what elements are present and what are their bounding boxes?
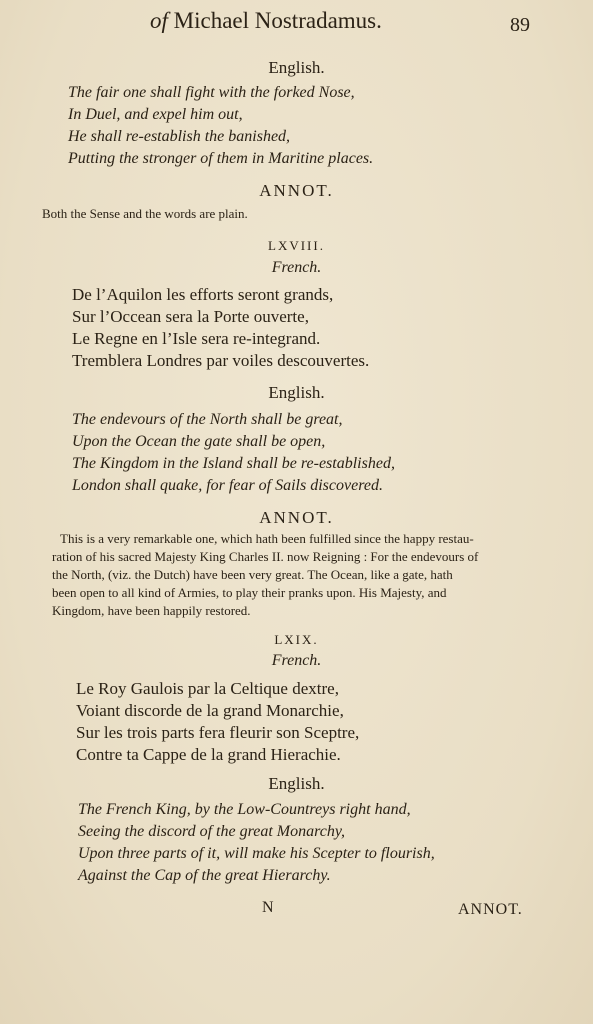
quatrain-number-lxviii: LXVIII. [268, 238, 325, 253]
verse-line: Against the Cap of the great Hierarchy. [78, 867, 331, 884]
annot-text-1: Both the Sense and the words are plain. [42, 206, 248, 221]
verse-line: He shall re-establish the banished, [68, 128, 291, 145]
french-verse-line: Le Roy Gaulois par la Celtique dextre, [76, 679, 339, 698]
quatrain-number-lxix: LXIX. [274, 632, 319, 647]
verse-line: In Duel, and expel him out, [68, 106, 243, 123]
french-verse-line: Le Regne en l’Isle sera re-integrand. [72, 329, 321, 348]
french-verse-line: Sur les trois parts fera fleurir son Sceptre, [76, 723, 360, 742]
signature-mark: N [262, 899, 274, 916]
verse-line: Upon the Ocean the gate shall be open, [72, 433, 326, 450]
annot-line: This is a very remarkable one, which hath been fulfilled since the happy restau- [60, 531, 474, 546]
verse-line: Seeing the discord of the great Monarchy, [78, 823, 346, 840]
running-head-title: Michael Nostradamus. [173, 8, 382, 33]
english-heading-1: English. [268, 58, 325, 77]
french-verse-line: Tremblera Londres par voiles descouvertes. [72, 351, 370, 370]
verse-line: London shall quake, for fear of Sails discovered. [72, 477, 383, 494]
english-heading-3: English. [268, 774, 325, 793]
french-heading-3: French. [271, 652, 322, 669]
running-head-of: of [150, 8, 168, 33]
annot-heading-1: ANNOT. [259, 181, 334, 200]
page-number: 89 [510, 14, 530, 36]
french-verse-line: De l’Aquilon les efforts seront grands, [72, 285, 334, 304]
english-heading-2: English. [268, 383, 325, 402]
verse-line: Upon three parts of it, will make his Scepter to flourish, [78, 845, 435, 862]
annot-line: ration of his sacred Majesty King Charles II. now Reigning : For the endevours of [52, 549, 479, 564]
running-head [150, 8, 382, 34]
french-heading-2: French. [271, 259, 322, 276]
catchword: ANNOT. [458, 901, 523, 918]
french-verse-line: Sur l’Occean sera la Porte ouverte, [72, 307, 309, 326]
verse-line: The French King, by the Low-Countreys right hand, [78, 801, 411, 818]
french-verse-line: Contre ta Cappe de la grand Hierachie. [76, 745, 341, 764]
french-verse-line: Voiant discorde de la grand Monarchie, [76, 701, 344, 720]
verse-line: The Kingdom in the Island shall be re-established, [72, 455, 395, 472]
annot-heading-2: ANNOT. [259, 508, 334, 527]
annot-line: Kingdom, have been happily restored. [52, 603, 251, 618]
verse-line: Putting the stronger of them in Maritine places. [68, 150, 374, 167]
annot-line: the North, (viz. the Dutch) have been very great. The Ocean, like a gate, hath [52, 567, 453, 582]
verse-line: The endevours of the North shall be great, [72, 411, 343, 428]
annot-line: been open to all kind of Armies, to play their pranks upon. His Majesty, and [52, 585, 447, 600]
verse-line: The fair one shall fight with the forked Nose, [68, 84, 355, 101]
